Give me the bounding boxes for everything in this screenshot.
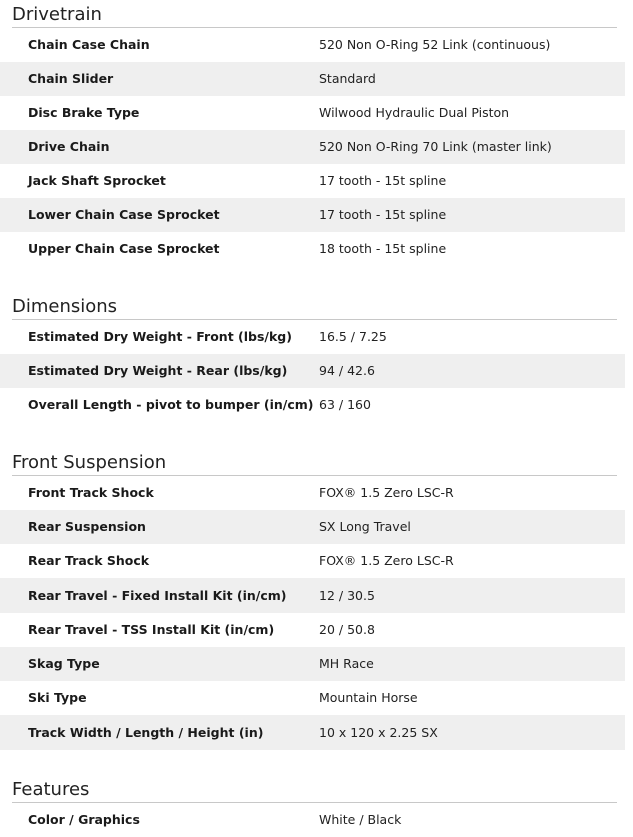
spec-row (0, 28, 625, 62)
spec-value: Wilwood Hydraulic Dual Piston (319, 105, 510, 120)
section-title-features: Features (12, 777, 617, 803)
spec-label: Estimated Dry Weight - Rear (lbs/kg) (28, 363, 288, 378)
spec-row (0, 544, 625, 578)
spec-row (0, 578, 625, 613)
spec-label: Rear Travel - TSS Install Kit (in/cm) (28, 622, 275, 637)
spec-row (0, 320, 625, 354)
spec-label: Track Width / Length / Height (in) (28, 725, 264, 740)
spec-row (0, 647, 625, 681)
spec-label: Chain Case Chain (28, 37, 150, 52)
spec-value: 17 tooth - 15t spline (319, 207, 447, 222)
spec-label: Rear Suspension (28, 519, 146, 534)
spec-row (0, 62, 625, 96)
spec-row (0, 613, 625, 647)
spec-value: 17 tooth - 15t spline (319, 173, 447, 188)
spec-row (0, 198, 625, 232)
spec-value: 94 / 42.6 (319, 363, 375, 378)
section-features (0, 777, 625, 837)
section-title-front-suspension: Front Suspension (12, 450, 617, 476)
spec-row (0, 388, 625, 422)
spec-label: Skag Type (28, 656, 100, 671)
spec-value: 12 / 30.5 (319, 588, 375, 603)
spec-label: Jack Shaft Sprocket (28, 173, 166, 188)
spec-value: 63 / 160 (319, 397, 371, 412)
spec-label: Rear Travel - Fixed Install Kit (in/cm) (28, 588, 287, 603)
spec-value: 18 tooth - 15t spline (319, 241, 447, 256)
spec-value: 10 x 120 x 2.25 SX (319, 725, 438, 740)
spec-value: Mountain Horse (319, 690, 418, 705)
section-title-drivetrain: Drivetrain (12, 2, 617, 28)
spec-label: Estimated Dry Weight - Front (lbs/kg) (28, 329, 292, 344)
spec-value: FOX® 1.5 Zero LSC-R (319, 553, 454, 568)
spec-value: MH Race (319, 656, 374, 671)
spec-value: FOX® 1.5 Zero LSC-R (319, 485, 454, 500)
spec-row (0, 354, 625, 388)
spec-value: 520 Non O-Ring 52 Link (continuous) (319, 37, 551, 52)
spec-label: Chain Slider (28, 71, 114, 86)
spec-row (0, 232, 625, 266)
spec-value: 20 / 50.8 (319, 622, 375, 637)
spec-value: 16.5 / 7.25 (319, 329, 387, 344)
spec-label: Color / Graphics (28, 812, 140, 827)
spec-value: SX Long Travel (319, 519, 411, 534)
spec-row (0, 715, 625, 750)
section-drivetrain (0, 2, 625, 266)
section-front-suspension (0, 450, 625, 750)
spec-row (0, 476, 625, 510)
spec-value: White / Black (319, 812, 402, 827)
spec-row (0, 510, 625, 544)
spec-label: Upper Chain Case Sprocket (28, 241, 220, 256)
spec-row (0, 164, 625, 198)
spec-row (0, 96, 625, 130)
section-title-dimensions: Dimensions (12, 294, 617, 320)
spec-label: Overall Length - pivot to bumper (in/cm) (28, 397, 314, 412)
spec-row (0, 681, 625, 715)
spec-value: Standard (319, 71, 376, 86)
spec-label: Drive Chain (28, 139, 110, 154)
spec-label: Front Track Shock (28, 485, 154, 500)
spec-label: Ski Type (28, 690, 87, 705)
section-dimensions (0, 294, 625, 422)
spec-value: 520 Non O-Ring 70 Link (master link) (319, 139, 552, 154)
spec-row (0, 803, 625, 837)
spec-label: Disc Brake Type (28, 105, 140, 120)
spec-label: Rear Track Shock (28, 553, 150, 568)
spec-row (0, 130, 625, 164)
spec-label: Lower Chain Case Sprocket (28, 207, 220, 222)
